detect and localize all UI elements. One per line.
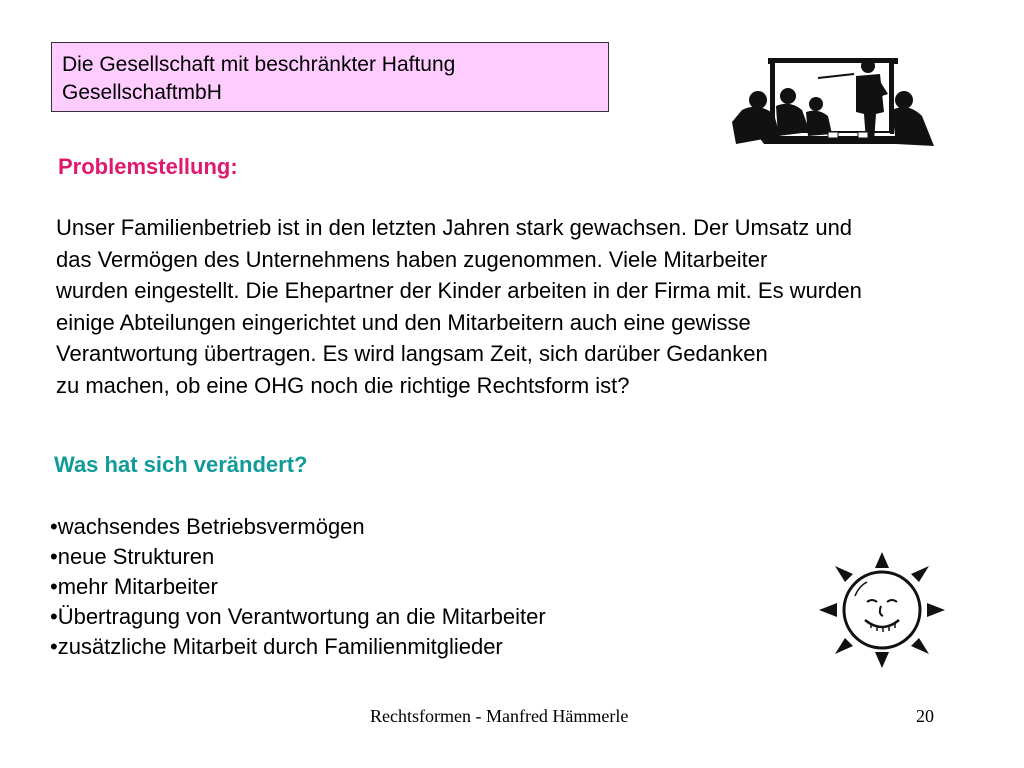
list-item: •neue Strukturen — [50, 544, 215, 569]
problem-line: das Vermögen des Unternehmens haben zugenommen. Viele Mitarbeiter — [56, 246, 768, 272]
problem-line: Unser Familienbetrieb ist in den letzten Jahren stark gewachsen. Der Umsatz und — [56, 215, 853, 240]
page-number: 20 — [916, 706, 934, 726]
smiling-sun-icon — [815, 552, 949, 668]
changes-list — [50, 512, 546, 662]
problem-line: zu machen, ob eine OHG noch die richtige Rechtsform ist? — [56, 372, 630, 398]
problem-line: wurden eingestellt. Die Ehepartner der Kinder arbeiten in der Firma mit. Es wurden — [56, 278, 862, 303]
problem-line: Verantwortung übertragen. Es wird langsam Zeit, sich darüber Gedanken — [56, 341, 768, 366]
list-item: •Übertragung von Verantwortung an die Mitarbeiter — [50, 604, 546, 629]
problem-line: einige Abteilungen eingerichtet und den Mitarbeitern auch eine gewisse — [56, 309, 751, 335]
list-item: •wachsendes Betriebsvermögen — [50, 514, 365, 539]
changes-heading: Was hat sich verändert? — [54, 452, 308, 477]
list-item: •mehr Mitarbeiter — [50, 574, 218, 599]
footer-title: Rechtsformen - Manfred Hämmerle — [370, 706, 629, 726]
slide-title-box — [51, 42, 609, 112]
slide-title-line-1: Die Gesellschaft mit beschränkter Haftung — [62, 53, 456, 76]
list-item: •zusätzliche Mitarbeit durch Familienmitglieder — [50, 634, 503, 659]
problem-heading: Problemstellung: — [58, 154, 238, 179]
problem-paragraph — [56, 212, 1006, 401]
meeting-presentation-icon — [728, 52, 938, 150]
slide-title-line-2: GesellschaftmbH — [62, 81, 222, 104]
